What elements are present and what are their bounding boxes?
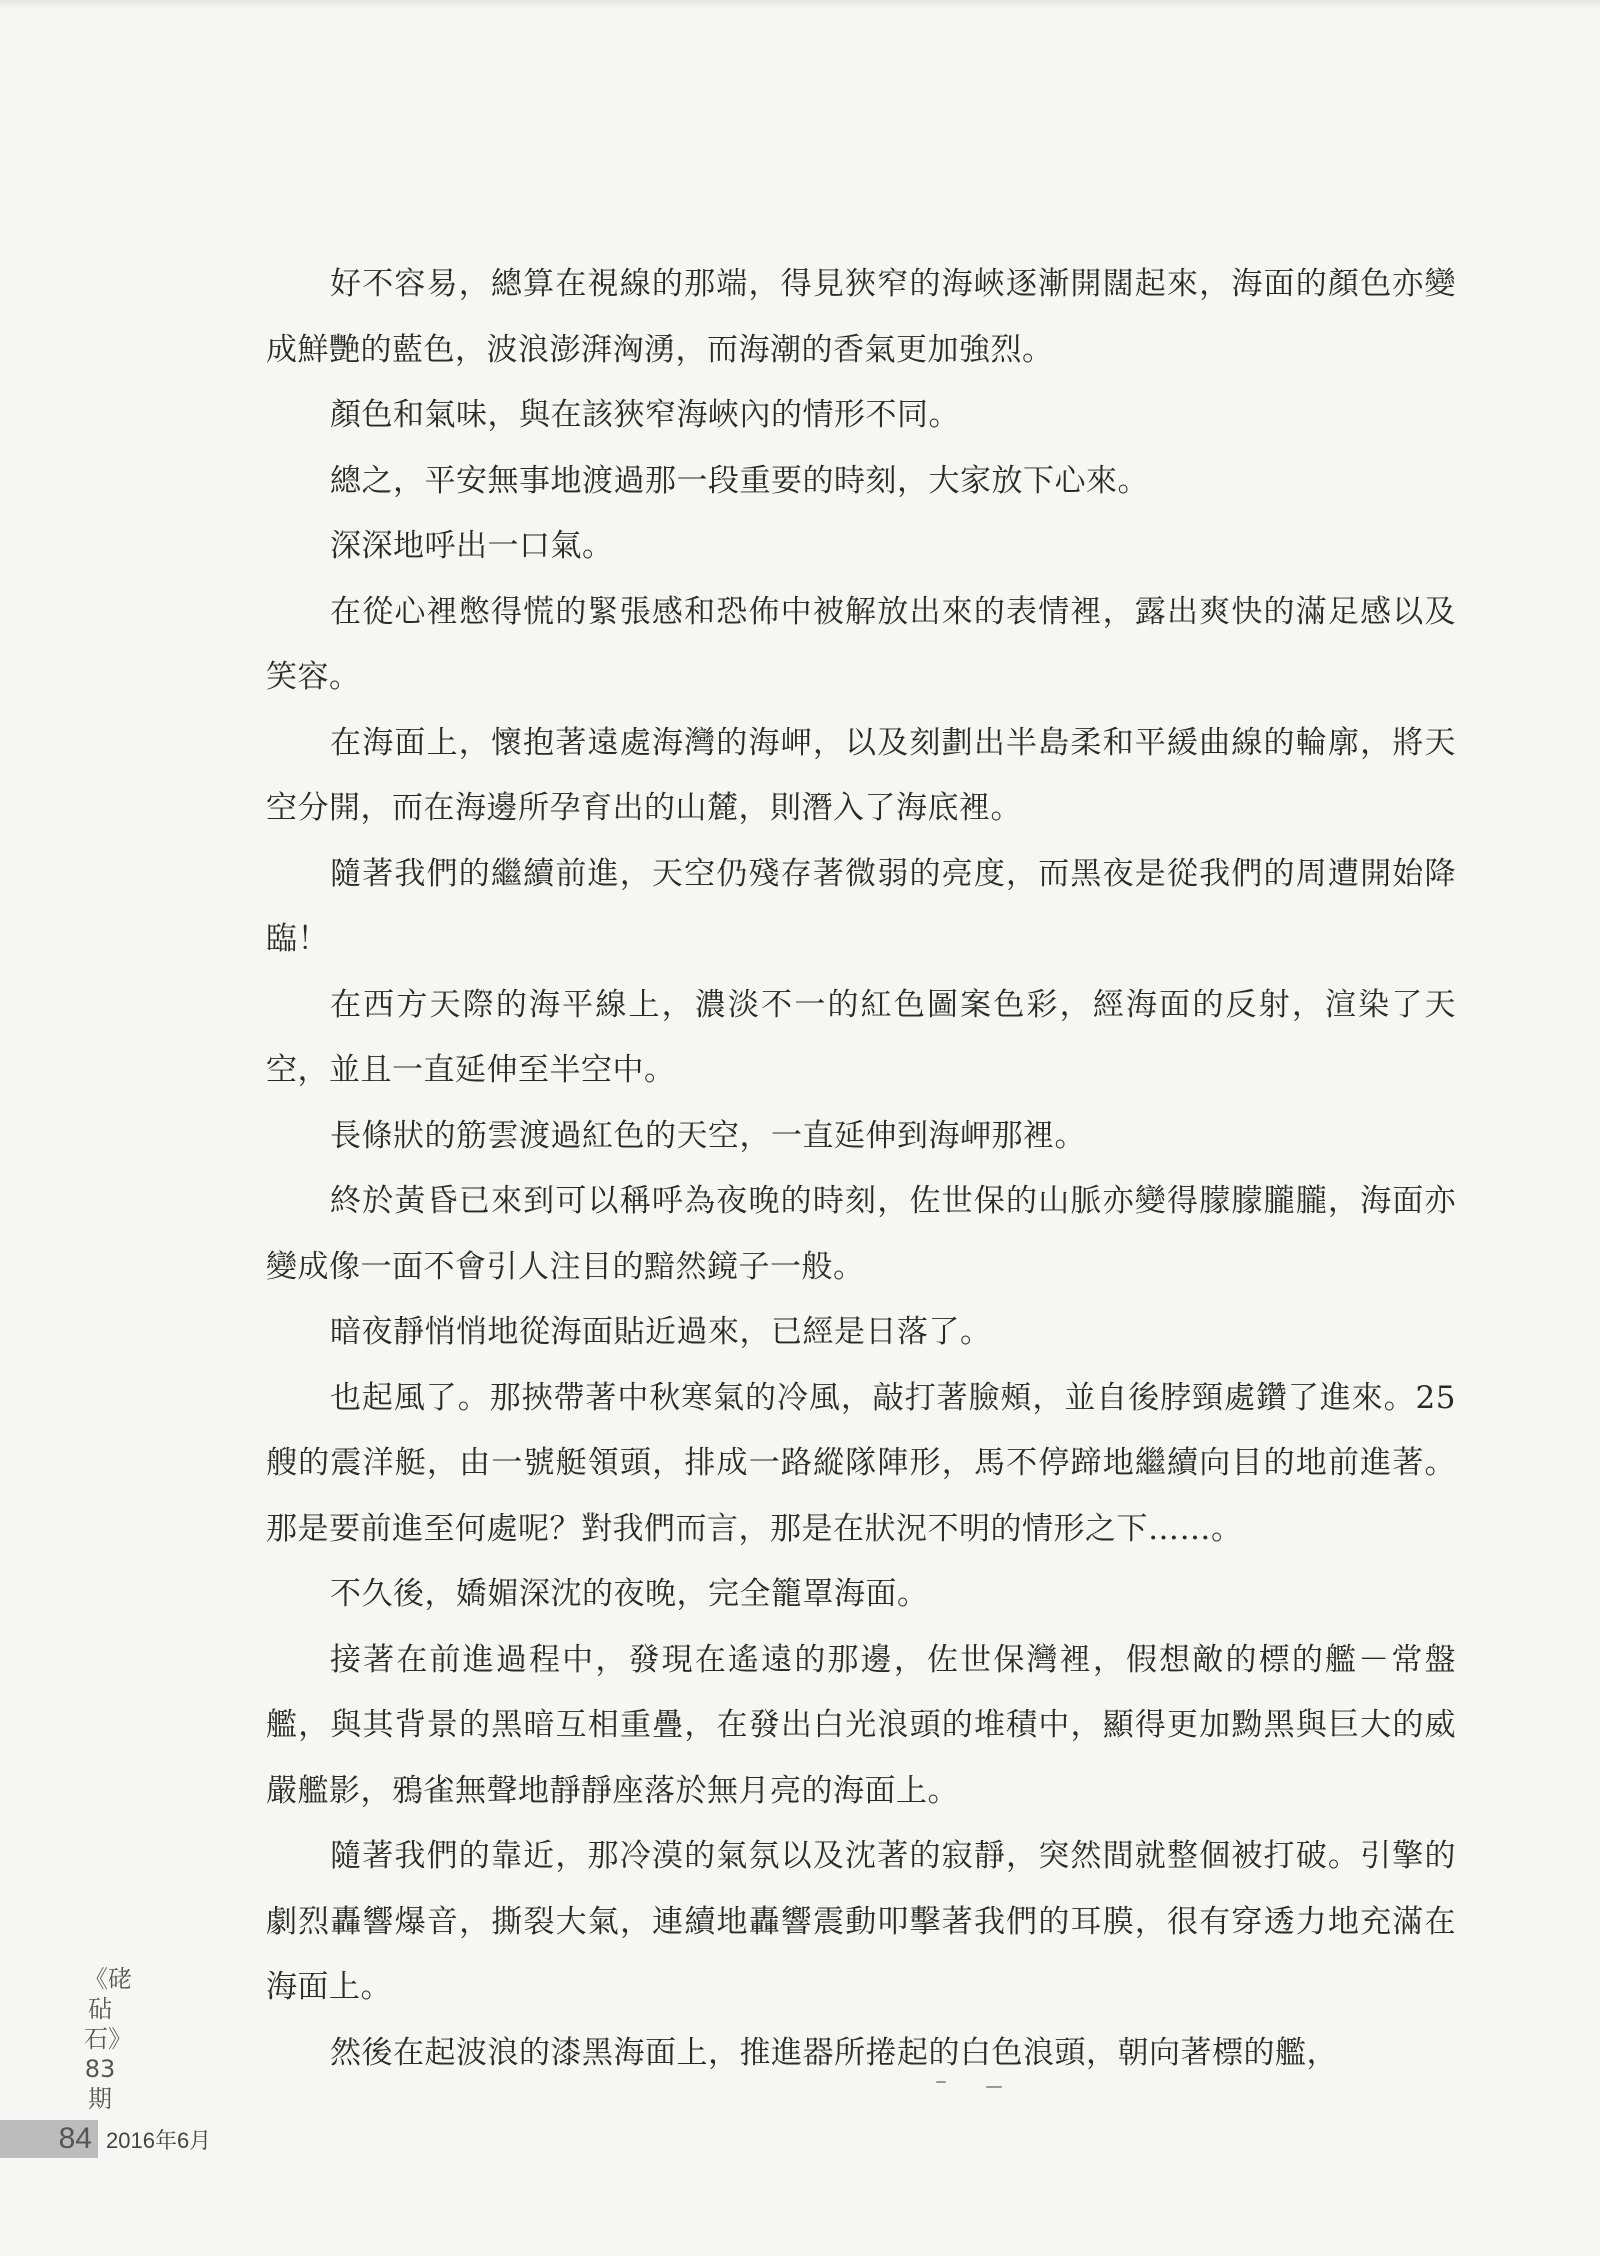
paragraph: 暗夜靜悄悄地從海面貼近過來，已經是日落了。 (330, 1314, 992, 1350)
paragraph: 深深地呼出一口氣。 (330, 528, 614, 564)
paragraph: 長條狀的筋雲渡過紅色的天空，一直延伸到海岬那裡。 (330, 1117, 1086, 1154)
paragraph: 然後在起波浪的漆黑海面上，推進器所捲起的白色浪頭，朝向著標的艦， (330, 2034, 1338, 2071)
paragraph: 終於黃昏已來到可以稱呼為夜晚的時刻，佐世保的山脈亦變得朦朦朧朧，海面亦變成像一面不會引人注目的黯然鏡子一般。 (266, 1183, 1456, 1285)
paragraph: 總之，平安無事地渡過那一段重要的時刻，大家放下心來。 (330, 462, 1149, 499)
scan-speck (936, 2081, 946, 2083)
paragraph: 在海面上，懷抱著遠處海灣的海岬，以及刻劃出半島柔和平緩曲線的輪廓，將天空分開，而在海邊所孕育出的山麓，則潛入了海底裡。 (266, 724, 1456, 826)
issue-date: 2016年6月 (106, 2127, 212, 2153)
paragraph: 隨著我們的繼續前進，天空仍殘存著微弱的亮度，而黑夜是從我們的周遭開始降臨！ (266, 855, 1456, 957)
page-folio (0, 2120, 211, 2158)
publication-title: 《硓砧石》83期 (84, 1965, 132, 2113)
paragraph: 好不容易，總算在視線的那端，得見狹窄的海峽逐漸開闊起來，海面的顏色亦變成鮮艷的藍色，波浪澎湃洶湧，而海潮的香氣更加強烈。 (266, 266, 1456, 368)
paragraph: 顏色和氣味，與在該狹窄海峽內的情形不同。 (330, 397, 960, 433)
paragraph: 不久後，嬌媚深沈的夜晚，完全籠罩海面。 (330, 1576, 929, 1612)
article-body (266, 252, 1456, 2086)
paragraph: 在西方天際的海平線上，濃淡不一的紅色圖案色彩，經海面的反射，渲染了天空，並且一直延伸至半空中。 (266, 986, 1456, 1088)
paragraph: 在從心裡憋得慌的緊張感和恐佈中被解放出來的表情裡，露出爽快的滿足感以及笑容。 (266, 593, 1456, 695)
paragraph: 隨著我們的靠近，那冷漠的氣氛以及沈著的寂靜，突然間就整個被打破。引擎的劇烈轟響爆音，撕裂大氣，連續地轟響震動叩擊著我們的耳膜，很有穿透力地充滿在海面上。 (266, 1838, 1456, 2005)
page-number: 84 (0, 2120, 98, 2158)
paragraph: 接著在前進過程中，發現在遙遠的那邊，佐世保灣裡，假想敵的標的艦－常盤艦，與其背景的黑暗互相重疊，在發出白光浪頭的堆積中，顯得更加黝黑與巨大的威嚴艦影，鴉雀無聲地靜靜座落於無月亮的海面上。 (266, 1641, 1456, 1809)
paragraph: 也起風了。那挾帶著中秋寒氣的冷風，敲打著臉頰，並自後脖頸處鑽了進來。25艘的震洋艇，由一號艇領頭，排成一路縱隊陣形，馬不停蹄地繼續向目的地前進著。那是要前進至何處呢？對我們而言，那是在狀況不明的情形之下……。 (266, 1379, 1456, 1547)
scan-speck (986, 2086, 1002, 2088)
scan-top-edge (0, 0, 1600, 8)
